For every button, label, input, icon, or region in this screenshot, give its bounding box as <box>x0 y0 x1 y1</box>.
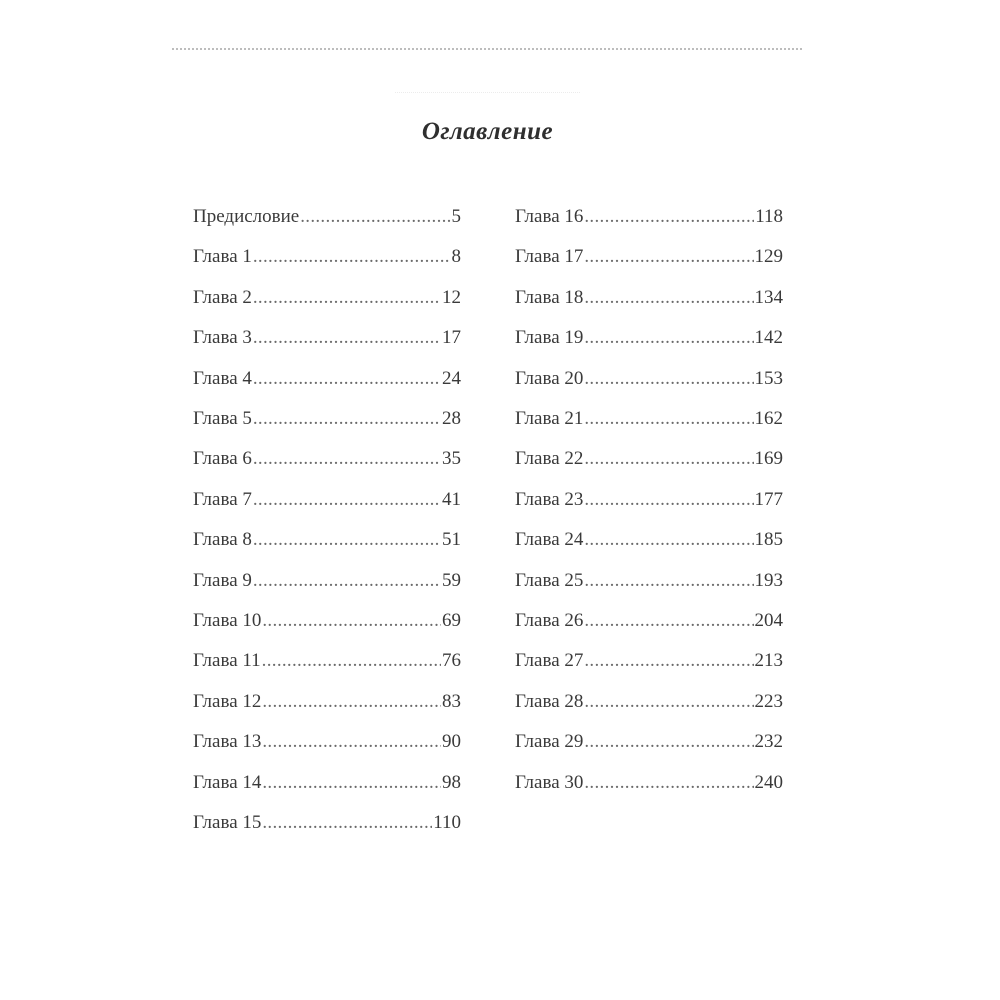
dot-leader <box>584 527 753 553</box>
toc-entry-label: Глава 5 <box>193 408 252 429</box>
toc-entry-page-number: 213 <box>754 650 783 672</box>
dot-leader <box>262 689 441 715</box>
dot-leader <box>262 608 441 634</box>
toc-entry[interactable] <box>515 487 783 513</box>
toc-entry-page-number: 59 <box>442 569 461 591</box>
dot-leader <box>584 244 753 270</box>
toc-entry-label: Глава 28 <box>515 690 584 712</box>
toc-entry-page-number: 17 <box>442 327 461 349</box>
toc-entry[interactable] <box>515 204 783 230</box>
toc-entry-label: Глава 1 <box>193 246 252 268</box>
toc-entry-label: Глава 22 <box>515 448 584 470</box>
toc-entry-label: Глава 27 <box>515 650 584 672</box>
toc-entry[interactable] <box>515 446 783 472</box>
toc-entry[interactable] <box>193 608 461 634</box>
toc-entry-label: Глава 24 <box>515 529 584 551</box>
toc-entry-page-number: 232 <box>754 731 783 753</box>
dot-leader <box>253 325 441 351</box>
toc-entry-label: Глава 12 <box>193 690 262 712</box>
toc-entry-page-number: 28 <box>442 408 461 429</box>
toc-entry-page-number: 177 <box>754 488 783 510</box>
toc-entry-page-number: 134 <box>754 286 783 308</box>
dot-leader <box>584 487 753 513</box>
toc-entry-page-number: 69 <box>442 610 461 631</box>
toc-entry[interactable] <box>193 244 461 270</box>
page-title: Оглавление <box>421 118 554 145</box>
dot-leader <box>584 285 753 311</box>
dot-leader <box>253 285 441 311</box>
toc-entry[interactable] <box>515 770 783 796</box>
toc-entry-page-number: 35 <box>442 448 461 470</box>
faint-header-line <box>395 92 580 93</box>
toc-entry-page-number: 240 <box>754 771 783 793</box>
toc-entry[interactable] <box>193 325 461 351</box>
toc-entry[interactable] <box>515 406 783 432</box>
toc-entry[interactable] <box>193 568 461 594</box>
toc-entry-page-number: 5 <box>451 206 461 227</box>
toc-entry[interactable] <box>193 406 461 432</box>
toc-entry[interactable] <box>193 648 461 674</box>
toc-entry-label: Глава 11 <box>193 650 261 672</box>
toc-entry-label: Глава 6 <box>193 448 252 470</box>
toc-entry-page-number: 12 <box>442 286 461 308</box>
toc-entry-page-number: 204 <box>754 610 783 631</box>
toc-entry-label: Глава 14 <box>193 771 262 793</box>
toc-entry-page-number: 169 <box>754 448 783 470</box>
toc-entry[interactable] <box>193 366 461 392</box>
toc-entry-label: Глава 9 <box>193 569 252 591</box>
toc-entry[interactable] <box>193 729 461 755</box>
dot-leader <box>253 568 441 594</box>
toc-entry-page-number: 83 <box>442 690 461 712</box>
toc-entry-page-number: 223 <box>754 690 783 712</box>
toc-entry-label: Глава 29 <box>515 731 584 753</box>
toc-entry-page-number: 51 <box>442 529 461 551</box>
toc-entry-label: Глава 7 <box>193 488 252 510</box>
toc-entry-page-number: 153 <box>754 367 783 389</box>
toc-entry-label: Предисловие <box>193 206 300 227</box>
toc-entry-label: Глава 20 <box>515 367 584 389</box>
toc-entry-label: Глава 25 <box>515 569 584 591</box>
toc-entry-label: Глава 15 <box>193 812 262 833</box>
toc-entry-label: Глава 3 <box>193 327 252 349</box>
toc-entry-label: Глава 30 <box>515 771 584 793</box>
toc-entry[interactable] <box>193 770 461 796</box>
dot-leader <box>253 487 441 513</box>
dot-leader <box>300 204 450 230</box>
dot-leader <box>584 729 753 755</box>
toc-entry[interactable] <box>193 487 461 513</box>
toc-entry-label: Глава 23 <box>515 488 584 510</box>
toc-entry[interactable] <box>193 446 461 472</box>
toc-entry-page-number: 24 <box>442 367 461 389</box>
toc-entry-page-number: 98 <box>442 771 461 793</box>
toc-entry-label: Глава 19 <box>515 327 584 349</box>
toc-entry[interactable] <box>193 204 461 230</box>
toc-entry[interactable] <box>515 285 783 311</box>
dot-leader <box>262 770 441 796</box>
toc-entry-label: Глава 2 <box>193 286 252 308</box>
dot-leader <box>584 568 753 594</box>
dot-leader <box>253 527 441 553</box>
toc-entry-label: Глава 4 <box>193 367 252 389</box>
dot-leader <box>584 648 753 674</box>
dot-leader <box>253 244 451 270</box>
toc-entry-label: Глава 18 <box>515 286 584 308</box>
toc-entry[interactable] <box>515 689 783 715</box>
toc-entry-page-number: 110 <box>433 812 461 833</box>
toc-entry-label: Глава 17 <box>515 246 584 268</box>
toc-entry-label: Глава 21 <box>515 408 584 429</box>
toc-entry[interactable] <box>193 285 461 311</box>
dot-leader <box>584 325 753 351</box>
toc-entry[interactable] <box>193 810 461 836</box>
dot-leader <box>584 446 753 472</box>
toc-entry-label: Глава 10 <box>193 610 262 631</box>
toc-entry-page-number: 185 <box>754 529 783 551</box>
toc-entry[interactable] <box>515 568 783 594</box>
dot-leader <box>253 446 441 472</box>
toc-entry-label: Глава 8 <box>193 529 252 551</box>
dot-leader <box>584 689 753 715</box>
dot-leader <box>253 406 441 432</box>
dot-leader <box>253 366 441 392</box>
toc-entry-page-number: 193 <box>754 569 783 591</box>
toc-entry-page-number: 76 <box>442 650 461 672</box>
toc-entry[interactable] <box>515 325 783 351</box>
toc-entry[interactable] <box>193 527 461 553</box>
dot-leader <box>584 608 753 634</box>
dot-leader <box>584 366 753 392</box>
toc-entry[interactable] <box>515 527 783 553</box>
toc-entry-page-number: 142 <box>754 327 783 349</box>
toc-entry[interactable] <box>193 689 461 715</box>
dot-leader <box>262 729 441 755</box>
toc-entry[interactable] <box>515 244 783 270</box>
dot-leader <box>584 770 753 796</box>
toc-entry-label: Глава 26 <box>515 610 584 631</box>
dot-leader <box>262 648 441 674</box>
dot-leader <box>584 406 753 432</box>
toc-entry[interactable] <box>515 608 783 634</box>
toc-entry-page-number: 90 <box>442 731 461 753</box>
toc-entry-page-number: 129 <box>754 246 783 268</box>
toc-entry[interactable] <box>515 648 783 674</box>
toc-entry-page-number: 41 <box>442 488 461 510</box>
dot-leader <box>262 810 432 836</box>
top-dotted-rule <box>172 48 802 50</box>
toc-entry-label: Глава 16 <box>515 206 584 227</box>
dot-leader <box>584 204 754 230</box>
toc-entry-page-number: 8 <box>451 246 461 268</box>
toc-entry-page-number: 162 <box>754 408 783 429</box>
toc-entry-page-number: 118 <box>755 206 783 227</box>
toc-entry[interactable] <box>515 729 783 755</box>
toc-entry-label: Глава 13 <box>193 731 262 753</box>
toc-entry[interactable] <box>515 366 783 392</box>
